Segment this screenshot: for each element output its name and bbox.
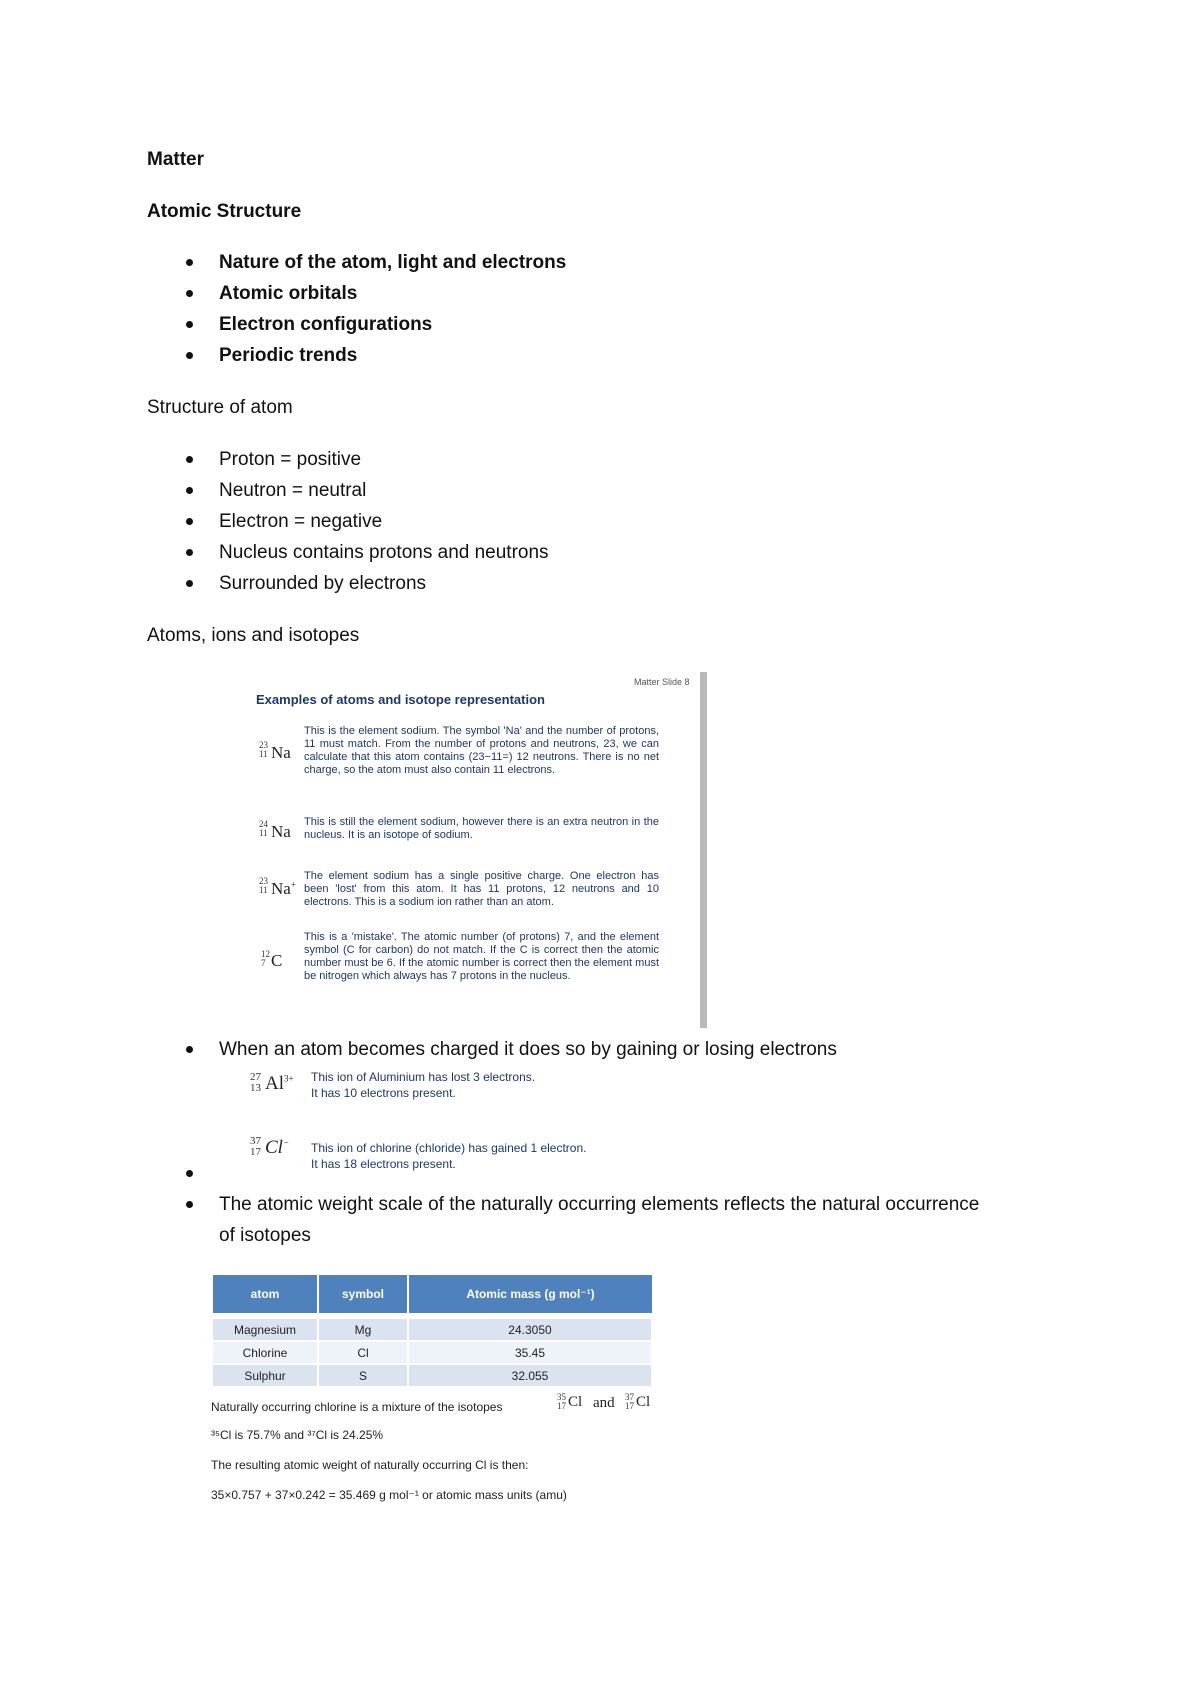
ion-symbol: Cl− [265, 1137, 290, 1158]
atomic-weight-calculation: 35×0.757 + 37×0.242 = 35.469 g mol⁻¹ or atomic mass units (amu) [211, 1488, 567, 1502]
bullet-dot [186, 290, 193, 297]
table-cell: S [318, 1364, 408, 1387]
table-row [213, 1364, 652, 1387]
page-title: Matter [147, 149, 205, 170]
atomic-weight-note: The resulting atomic weight of naturally occurring Cl is then: [211, 1458, 529, 1472]
topic-item: Periodic trends [219, 345, 358, 366]
bullet-dot [186, 352, 193, 359]
isotope-mixture-note: Naturally occurring chlorine is a mixture of the isotopes [211, 1400, 503, 1414]
slide-example-text: This is the element sodium. The symbol 'Na' and the number of protons, 11 must match. From the number of protons and neutrons, 23, we can calculate that this atom contains (23−11=) 12 neutrons. There is no net charge, so the atom must also contain 11 electrons. [304, 725, 659, 776]
bullet-dot [186, 1201, 193, 1208]
structure-item: Surrounded by electrons [219, 573, 427, 594]
section-heading-ions: Atoms, ions and isotopes [147, 625, 360, 646]
table-cell: 32.055 [408, 1364, 652, 1387]
table-cell: Mg [318, 1319, 408, 1341]
bullet-dot [186, 549, 193, 556]
table-row [213, 1319, 652, 1341]
slide-scroll-bar [700, 672, 707, 1028]
table-cell: 35.45 [408, 1341, 652, 1364]
weight-bullet-text: of isotopes [219, 1225, 311, 1246]
table-header: atom [213, 1275, 318, 1313]
slide-example-text: This is a 'mistake'. The atomic number (of protons) 7, and the element symbol (C for carbon) do not match. If the C is correct then the atomic number must be 6. If the atomic number is correct then the element must be nitrogen which always has 7 protons in the nucleus. [304, 931, 659, 982]
isotope-symbol: Na+ [271, 879, 296, 898]
section-heading-atomic-structure: Atomic Structure [147, 201, 302, 222]
ion-description: This ion of chlorine (chloride) has gained 1 electron. [311, 1141, 587, 1155]
and-word: and [593, 1395, 615, 1411]
bullet-dot [186, 580, 193, 587]
isotope-symbol: Cl [568, 1394, 583, 1410]
section-heading-structure: Structure of atom [147, 397, 293, 418]
table-cell: Chlorine [213, 1341, 318, 1364]
isotope-numbers: 23 11 [259, 876, 268, 895]
isotope-numbers: 12 7 [261, 949, 270, 968]
slide-title: Examples of atoms and isotope representation [256, 692, 545, 707]
isotope-symbol: Cl [636, 1394, 651, 1410]
isotope-numbers: 35 17 [557, 1392, 566, 1411]
isotope-numbers: 23 11 [259, 740, 268, 759]
structure-item: Nucleus contains protons and neutrons [219, 542, 549, 563]
bullet-dot [186, 487, 193, 494]
bullet-dot [186, 518, 193, 525]
table-cell: Magnesium [213, 1319, 318, 1341]
table-cell: Sulphur [213, 1364, 318, 1387]
isotope-abundance-note: ³⁵Cl is 75.7% and ³⁷Cl is 24.25% [211, 1428, 384, 1442]
structure-item: Electron = negative [219, 511, 383, 532]
isotope-numbers: 24 11 [259, 819, 268, 838]
structure-item: Proton = positive [219, 449, 362, 470]
ion-description: It has 18 electrons present. [311, 1157, 456, 1171]
bullet-dot [186, 456, 193, 463]
table-header: symbol [318, 1275, 408, 1313]
slide-example-text: This is still the element sodium, however there is an extra neutron in the nucleus. It is an isotope of sodium. [304, 816, 659, 841]
ion-description: This ion of Aluminium has lost 3 electrons. [311, 1070, 536, 1084]
atomic-mass-table [213, 1275, 653, 1388]
isotope-numbers: 37 17 [625, 1392, 634, 1411]
table-cell: Cl [318, 1341, 408, 1364]
charge-bullet-text: When an atom becomes charged it does so by gaining or losing electrons [219, 1039, 837, 1060]
table-cell: 24.3050 [408, 1319, 652, 1341]
weight-bullet-text: The atomic weight scale of the naturally occurring elements reflects the natural occurrence [219, 1194, 980, 1215]
isotope-symbol: C [271, 951, 283, 970]
topic-item: Electron configurations [219, 314, 433, 335]
table-header: Atomic mass (g mol⁻¹) [408, 1275, 652, 1313]
isotope-symbol: Na [271, 743, 291, 762]
slide-label: Matter Slide 8 [634, 677, 690, 687]
topic-item: Atomic orbitals [219, 283, 358, 304]
topic-item: Nature of the atom, light and electrons [219, 252, 567, 273]
isotope-numbers: 27 13 [250, 1071, 261, 1094]
ion-description: It has 10 electrons present. [311, 1086, 456, 1100]
isotope-symbol: Na [271, 822, 291, 841]
bullet-dot [186, 259, 193, 266]
structure-item: Neutron = neutral [219, 480, 367, 501]
table-row [213, 1341, 652, 1364]
ion-symbol: $Al^{3+}$ [265, 1073, 294, 1094]
slide-example-text: The element sodium has a single positive charge. One electron has been 'lost' from this atom. It has 11 protons, 12 neutrons and 10 electrons. This is a sodium ion rather than an atom. [304, 870, 659, 908]
isotope-numbers: 37 17 [250, 1135, 261, 1158]
bullet-dot [186, 321, 193, 328]
bullet-dot [186, 1170, 193, 1177]
bullet-dot [186, 1046, 193, 1053]
